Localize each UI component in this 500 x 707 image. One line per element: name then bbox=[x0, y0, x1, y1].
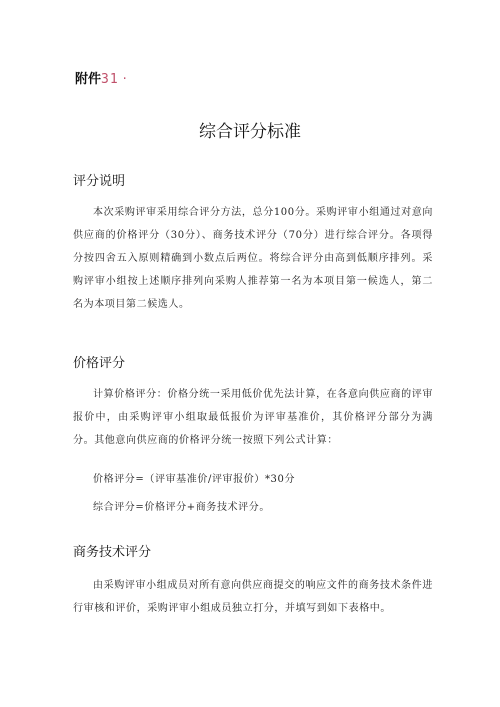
annex-label bbox=[75, 68, 127, 87]
price-formula: 价格评分=（评审基准价/评审报价）*30分 bbox=[93, 474, 296, 485]
annex-dot: · bbox=[122, 72, 127, 87]
annex-number: 31 bbox=[101, 72, 119, 87]
total-formula: 综合评分=价格评分+商务技术评分。 bbox=[93, 502, 270, 513]
section-heading-scoring-notes: 评分说明 bbox=[73, 174, 126, 189]
document-title: 综合评分标准 bbox=[199, 122, 301, 142]
section-heading-price-scoring: 价格评分 bbox=[73, 356, 126, 371]
annex-text: 附件 bbox=[75, 72, 102, 87]
business-technical-paragraph: 由采购评审小组成员对所有意向供应商提交的响应文件的商务技术条件进行审核和评价，采购评审小组成员独立打分，并填写到如下表格中。 bbox=[73, 580, 433, 614]
price-scoring-paragraph: 计算价格评分：价格分统一采用低价优先法计算，在各意向供应商的评审报价中，由采购评审小组取最低报价为评审基准价，其价格评分部分为满分。其他意向供应商的价格评分统一按照下列公式计算： bbox=[73, 389, 433, 446]
section-heading-business-technical: 商务技术评分 bbox=[73, 545, 152, 560]
scoring-notes-paragraph: 本次采购评审采用综合评分方法，总分100分。采购评审小组通过对意向供应商的价格评分（30分）、商务技术评分（70分）进行综合评分。各项得分按四舍五入原则精确到小数点后两位。将综合评分由高到低顺序排列。采购评审小组按上述顺序排列向采购人推荐第一名为本项目第一候选人，第二名为本项目第二候选人。 bbox=[73, 207, 433, 310]
